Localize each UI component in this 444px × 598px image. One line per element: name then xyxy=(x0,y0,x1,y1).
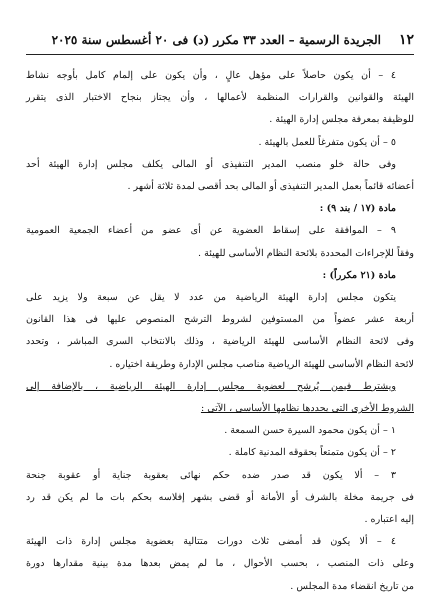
article-heading: مادة (١٧ / بند ٩) : xyxy=(319,203,396,215)
text-line: وفقاً للإجراءات المحددة بلائحة النظام الأساسى للهيئة . xyxy=(197,247,414,259)
text-line: الهيئة والقوانين والقرارات المنظمة لأعمالها ، وأن يجتاز بنجاح الاختبار الذى يتقرر xyxy=(26,92,414,104)
text-line: الشروط الأخرى التى يحددها نظامها الأساسى ، الآتى : xyxy=(200,403,414,415)
page-header xyxy=(26,32,414,48)
article-heading: مادة (٢١ مكرراً) : xyxy=(322,269,396,281)
text-line: وفى لائحة النظام الأساسى للهيئة الرياضية ، وذلك بالانتخاب السرى المباشر ، وتحدد xyxy=(26,336,414,348)
page-number: ١٢ xyxy=(398,32,414,48)
text-line: يتكون مجلس إدارة الهيئة الرياضية من عدد لا يقل عن سبعة ولا يزيد على xyxy=(26,292,396,304)
text-line: ويشترط فيمن يُرشح لعضوية مجلس إدارة الهيئة الرياضية ، بالإضافة إلى xyxy=(26,380,396,392)
gazette-title: الجريدة الرسمية – العدد ٣٣ مكرر (د) فى ٢٠ أغسطس سنة ٢٠٢٥ xyxy=(51,33,381,47)
document-body xyxy=(26,65,414,598)
text-line: وفى حالة خلو منصب المدير التنفيذى أو المالى يكلف مجلس إدارة الهيئة أحد xyxy=(26,158,396,170)
text-line: إليه اعتباره . xyxy=(364,514,414,526)
text-line: ٣ – ألا يكون قد صدر ضده حكم نهائى بعقوبة جناية أو عقوبة جنحة xyxy=(26,469,396,481)
text-line: للوظيفة بمعرفة مجلس إدارة الهيئة . xyxy=(269,114,414,126)
text-line: ٤ – أن يكون حاصلاً على مؤهل عالٍ ، وأن يكون على إلمام كامل بأوجه نشاط xyxy=(26,70,396,81)
text-line: لائحة النظام الأساسى للهيئة الرياضية مناصب مجلس الإدارة وطريقة اختياره . xyxy=(109,358,414,370)
text-line: ٢ – أن يكون متمتعاً بحقوقه المدنية كاملة . xyxy=(228,447,396,459)
text-line: ٩ – الموافقة على إسقاط العضوية عن أى عضو من أعضاء الجمعية العمومية xyxy=(26,225,396,237)
text-line: أعضائه قائماً بعمل المدير التنفيذى أو المالى بحد أقصى لمدة ثلاثة أشهر . xyxy=(127,181,414,193)
text-line: وعلى ذات المنصب ، بحسب الأحوال ، ما لم يمض بعدها مدة بينية مقدارها دورة xyxy=(26,558,414,570)
text-line: فى جريمة مخلة بالشرف أو الأمانة أو قضى بشهر إفلاسه بحكم بات ما لم يكن قد رد xyxy=(26,491,414,503)
text-line: من تاريخ انقضاء مدة المجلس . xyxy=(290,580,414,592)
text-line: ٤ – ألا يكون قد أمضى ثلاث دورات متتالية بعضوية مجلس إدارة ذات الهيئة xyxy=(26,536,396,548)
text-line: ٥ – أن يكون متفرغاً للعمل بالهيئة . xyxy=(258,136,396,148)
header-rule xyxy=(26,54,414,55)
text-line: ١ – أن يكون محمود السيرة حسن السمعة . xyxy=(224,425,396,437)
text-line: أربعة عشر عضواً من المستوفين لشروط الترشح المنصوص عليها فى هذا القانون xyxy=(26,314,414,326)
